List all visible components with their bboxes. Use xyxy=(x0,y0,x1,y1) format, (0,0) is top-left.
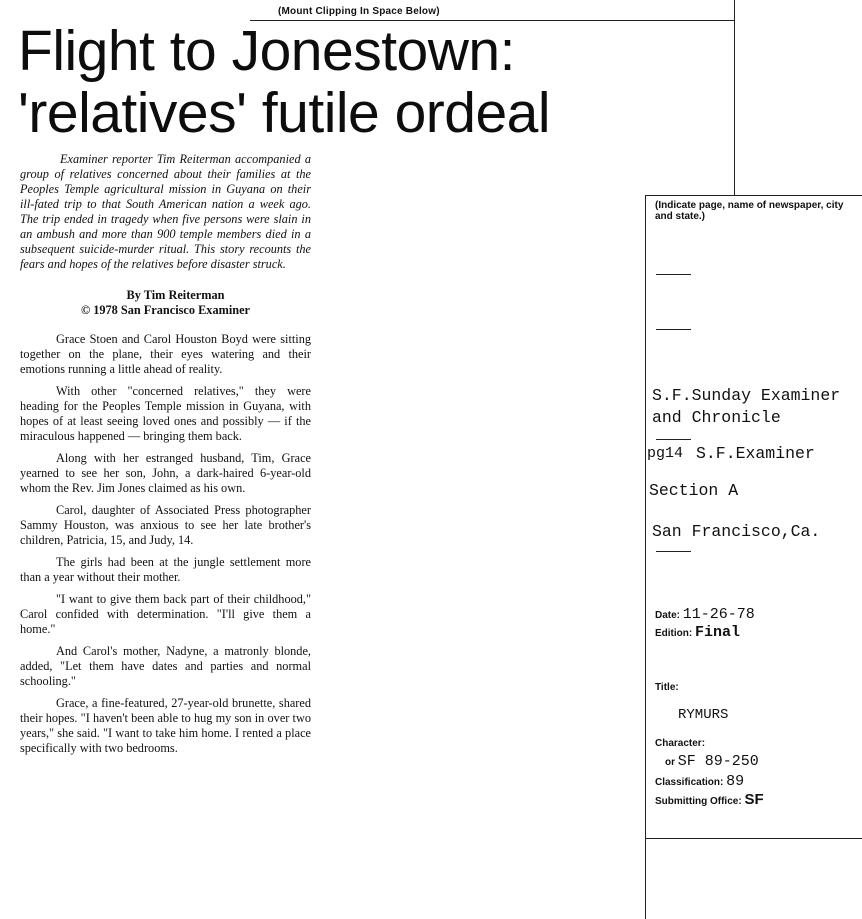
article-intro: Examiner reporter Tim Reiterman accompanied a group of relatives concerned about their families at the Peoples Temple agricultural mission in Guyana on their ill-fated trip to that South American nation a week ago. The trip ended in tragedy when five persons were slain in an ambush and more than 900 temple members died in a subsequent suicide-murder ritual. This story recounts the fears and hopes of the relatives before disaster struck. xyxy=(20,152,311,271)
blank-line-1 xyxy=(656,274,691,275)
headline xyxy=(18,20,550,144)
edition-field xyxy=(655,624,740,641)
date-label: Date: xyxy=(655,610,681,621)
clipping-form xyxy=(645,195,862,839)
blank-line-4 xyxy=(656,551,691,552)
date-field xyxy=(655,606,755,623)
article-paragraph-6: "I want to give them back part of their childhood," Carol confided with determination. "I'll give them a home." xyxy=(20,592,311,636)
submitting-office-value: SF xyxy=(744,791,764,808)
article-copyright: © 1978 San Francisco Examiner xyxy=(80,303,251,317)
mount-label: (Mount Clipping In Space Below) xyxy=(278,6,440,17)
classification-field xyxy=(655,773,744,790)
submitting-office-field xyxy=(655,791,764,808)
headline-line-2: 'relatives' futile ordeal xyxy=(18,81,551,145)
article-byline: By Tim Reiterman xyxy=(126,288,225,302)
form-header: (Indicate page, name of newspaper, city and state.) xyxy=(655,200,844,222)
character-value: SF 89-250 xyxy=(677,753,759,770)
article-paragraph-4: Carol, daughter of Associated Press photographer Sammy Houston, was anxious to see her late brother's children, Patricia, 15, and Judy, 14. xyxy=(20,503,311,547)
section: Section A xyxy=(649,481,739,500)
classification-label: Classification: xyxy=(655,777,724,788)
character-label: Character: xyxy=(655,738,706,749)
top-right-vertical-line xyxy=(734,0,735,195)
newspaper-name-alt: S.F.Examiner xyxy=(696,444,815,463)
blank-line-3 xyxy=(656,439,691,440)
newspaper-name-line-2: and Chronicle xyxy=(652,408,781,427)
date-value: 11-26-78 xyxy=(682,606,755,623)
edition-value: Final xyxy=(695,624,741,641)
title-label: Title: xyxy=(655,682,679,693)
article-column xyxy=(20,152,311,763)
bottom-left-vertical-line xyxy=(645,837,646,919)
article-paragraph-7: And Carol's mother, Nadyne, a matronly blonde, added, "Let them have dates and parties and normal schooling." xyxy=(20,644,311,688)
submitting-office-label: Submitting Office: xyxy=(655,796,742,807)
blank-line-2 xyxy=(656,329,691,330)
article-paragraph-8: Grace, a fine-featured, 27-year-old brunette, shared their hopes. "I haven't been able to hug my son in over two years," she said. "I want to take him home. I rented a place specifically with two bedrooms. xyxy=(20,696,311,755)
article-paragraph-2: With other "concerned relatives," they were heading for the Peoples Temple mission in Guyana, with hopes of at least seeing loved ones and possibly — if the miraculous happened — bringing them back. xyxy=(20,384,311,443)
headline-line-1: Flight to Jonestown: xyxy=(18,19,515,83)
article-paragraph-3: Along with her estranged husband, Tim, Grace yearned to see her son, John, a dark-haired 6-year-old whom the Rev. Jim Jones claimed as his own. xyxy=(20,451,311,495)
edition-label: Edition: xyxy=(655,628,693,639)
article-paragraph-1: Grace Stoen and Carol Houston Boyd were sitting together on the plane, their eyes watering and their emotions running a little ahead of reality. xyxy=(20,332,311,376)
article-paragraph-5: The girls had been at the jungle settlement more than a year without their mother. xyxy=(20,555,311,584)
or-label: or xyxy=(665,757,675,768)
city-state: San Francisco,Ca. xyxy=(652,522,821,541)
newspaper-name-line-1: S.F.Sunday Examiner xyxy=(652,386,841,405)
classification-value: 89 xyxy=(726,773,745,790)
page-number: pg14 xyxy=(647,445,684,462)
character-field xyxy=(665,753,759,770)
title-value: RYMURS xyxy=(678,707,729,723)
